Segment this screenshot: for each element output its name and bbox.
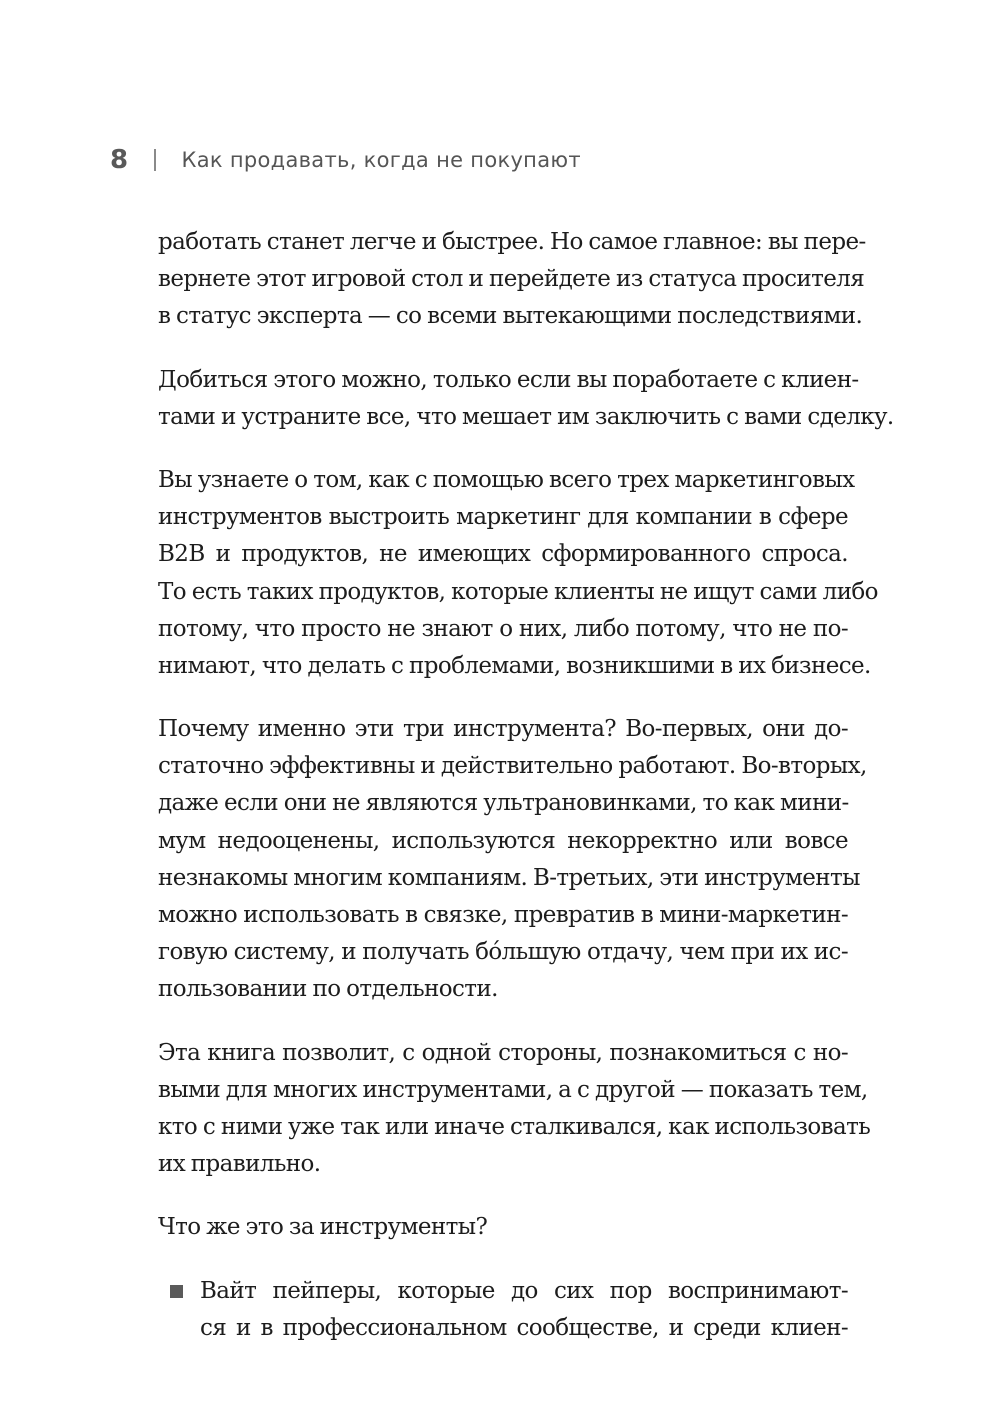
text-line: незнакомы многим компаниям. В-третьих, эти инструменты [158, 864, 860, 891]
text-line: Вы узнаете о том, как с помощью всего трех маркетинговых [158, 466, 855, 493]
paragraph-4 [158, 711, 867, 1009]
text-line: говую систему, и получать бóльшую отдачу, чем при их ис- [158, 939, 848, 966]
text-line: нимают, что делать с проблемами, возникшими в их бизнесе. [158, 652, 871, 679]
text-line: Эта книга позволит, с одной стороны, познакомиться с но- [158, 1039, 848, 1066]
running-head [110, 142, 581, 178]
page-number: 8 [110, 145, 129, 175]
text-line: ся и в профессиональном сообществе, и среди клиен- [200, 1314, 848, 1341]
text-line: можно использовать в связке, превратив в мини-маркетин- [158, 902, 848, 928]
text-line: мум недооценены, используются некорректно или вовсе [158, 827, 848, 854]
bullet-item [158, 1273, 848, 1347]
text-line: в статус эксперта — со всеми вытекающими последствиями. [158, 303, 863, 330]
text-line: статочно эффективны и действительно работают. Во-вторых, [158, 753, 867, 780]
paragraph-5 [158, 1035, 871, 1184]
body-text [158, 224, 894, 1347]
text-line: выми для многих инструментами, а с другой — показать тем, [158, 1076, 868, 1103]
paragraph-2 [158, 362, 894, 436]
paragraph-3 [158, 462, 878, 685]
text-line: Почему именно эти три инструмента? Во-первых, они до- [158, 716, 848, 743]
paragraph-6 [158, 1209, 848, 1246]
text-line: потому, что просто не знают о них, либо потому, что не по- [158, 615, 848, 642]
text-line: Вайт пейперы, которые до сих пор воспринимают- [200, 1277, 848, 1304]
text-line: То есть таких продуктов, которые клиенты не ищут сами либо [158, 578, 878, 605]
text-line: Добиться этого можно, только если вы поработаете с клиен- [158, 366, 859, 393]
square-bullet-icon [170, 1285, 183, 1298]
text-line: тами и устраните все, что мешает им заключить с вами сделку. [158, 403, 894, 430]
paragraph-1 [158, 224, 866, 336]
text-line: даже если они не являются ультрановинками, то как мини- [158, 790, 849, 817]
text-line: работать станет легче и быстрее. Но самое главное: вы пере- [158, 229, 866, 255]
book-title: Как продавать, когда не покупают [181, 148, 581, 172]
text-line: Что же это за инструменты? [158, 1214, 488, 1241]
text-line: их правильно. [158, 1151, 321, 1178]
header-divider [154, 149, 156, 171]
text-line: кто с ними уже так или иначе сталкивался, как использовать [158, 1113, 871, 1140]
text-line: пользовании по отдельности. [158, 976, 498, 1003]
text-line: инструментов выстроить маркетинг для компании в сфере [158, 504, 848, 531]
text-line: вернете этот игровой стол и перейдете из статуса просителя [158, 266, 865, 293]
text-line: B2B и продуктов, не имеющих сформированного спроса. [158, 541, 848, 568]
